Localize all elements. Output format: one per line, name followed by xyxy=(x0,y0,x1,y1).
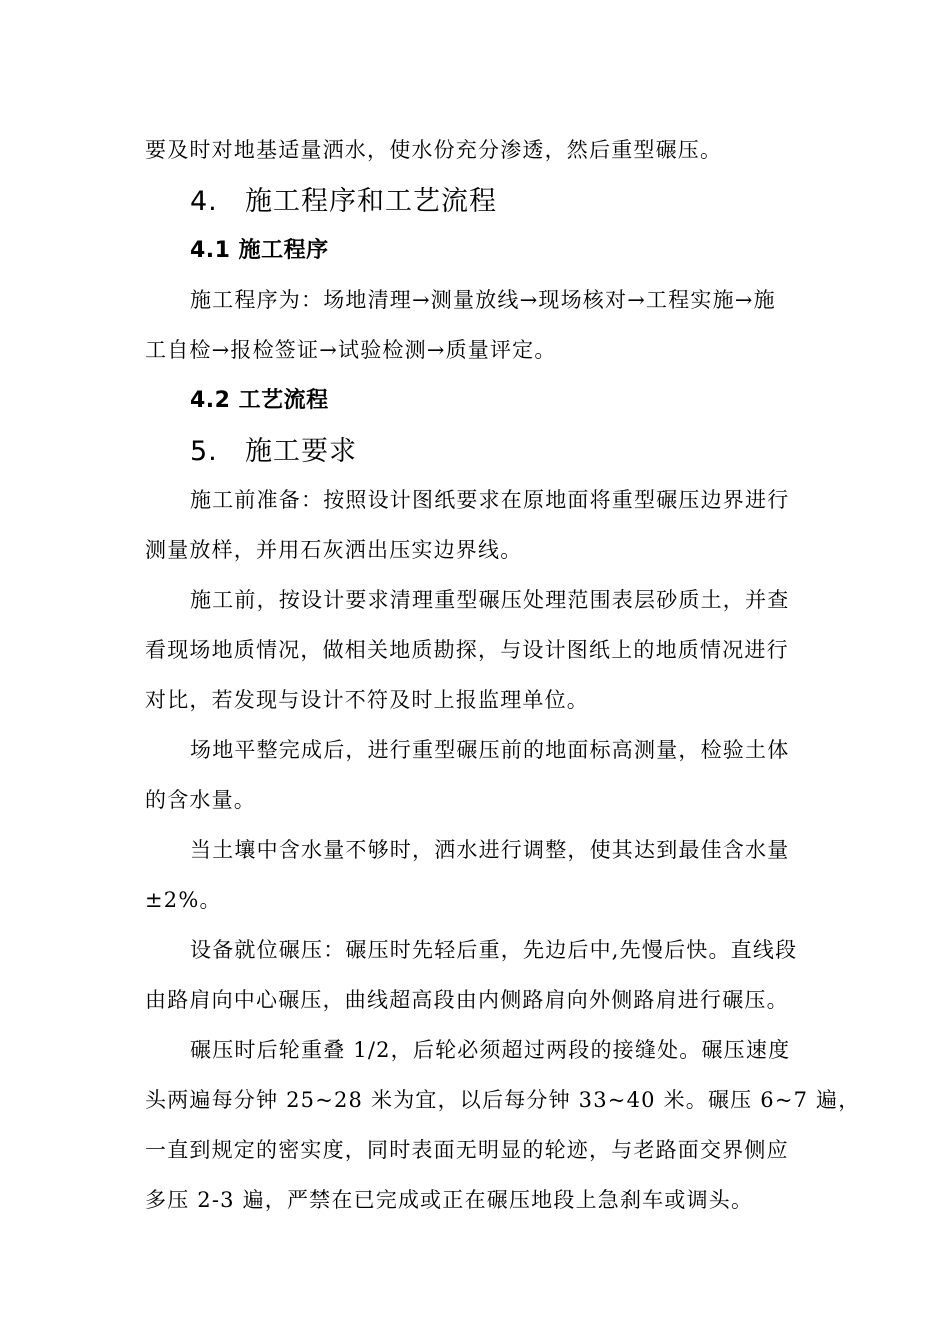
survey-paragraph-line-1: 场地平整完成后，进行重型碾压前的地面标高测量，检验土体 xyxy=(190,738,790,762)
section-4-title: 施工程序和工艺流程 xyxy=(245,186,497,217)
equipment-paragraph-line-1: 设备就位碾压：碾压时先轻后重，先边后中,先慢后快。直线段 xyxy=(190,938,798,962)
paragraph-continuation: 要及时对地基适量洒水，使水份充分渗透，然后重型碾压。 xyxy=(145,138,723,162)
section-5-heading xyxy=(190,438,357,465)
subsection-4-1-heading: 4.1 施工程序 xyxy=(190,238,329,263)
survey-paragraph-line-2: 的含水量。 xyxy=(145,788,256,812)
clearing-paragraph-line-3: 对比，若发现与设计不符及时上报监理单位。 xyxy=(145,688,589,712)
procedure-line-1: 施工程序为：场地清理→测量放线→现场核对→工程实施→施 xyxy=(190,288,776,312)
section-4-heading xyxy=(190,188,497,215)
subsection-4-2-heading: 4.2 工艺流程 xyxy=(190,388,329,413)
moisture-paragraph-line-2: ±2%。 xyxy=(145,888,222,912)
section-5-title: 施工要求 xyxy=(245,436,357,467)
section-4-number: 4. xyxy=(190,186,218,217)
prep-paragraph-line-2: 测量放样，并用石灰洒出压实边界线。 xyxy=(145,538,523,562)
procedure-line-2: 工自检→报检签证→试验检测→质量评定。 xyxy=(145,338,557,362)
rolling-paragraph-line-2: 头两遍每分钟 25~28 米为宜，以后每分钟 33~40 米。碾压 6~7 遍， xyxy=(145,1088,861,1112)
prep-paragraph-line-1: 施工前准备：按照设计图纸要求在原地面将重型碾压边界进行 xyxy=(190,488,790,512)
section-5-number: 5. xyxy=(190,436,218,467)
moisture-paragraph-line-1: 当土壤中含水量不够时，洒水进行调整，使其达到最佳含水量 xyxy=(190,838,790,862)
equipment-paragraph-line-2: 由路肩向中心碾压，曲线超高段由内侧路肩向外侧路肩进行碾压。 xyxy=(145,988,789,1012)
rolling-paragraph-line-1: 碾压时后轮重叠 1/2，后轮必须超过两段的接缝处。碾压速度 xyxy=(190,1038,791,1062)
rolling-paragraph-line-3: 一直到规定的密实度，同时表面无明显的轮迹，与老路面交界侧应 xyxy=(145,1138,789,1162)
clearing-paragraph-line-1: 施工前，按设计要求清理重型碾压处理范围表层砂质土，并查 xyxy=(190,588,790,612)
clearing-paragraph-line-2: 看现场地质情况，做相关地质勘探，与设计图纸上的地质情况进行 xyxy=(145,638,789,662)
rolling-paragraph-line-4: 多压 2-3 遍，严禁在已完成或正在碾压地段上急刹车或调头。 xyxy=(145,1188,754,1212)
